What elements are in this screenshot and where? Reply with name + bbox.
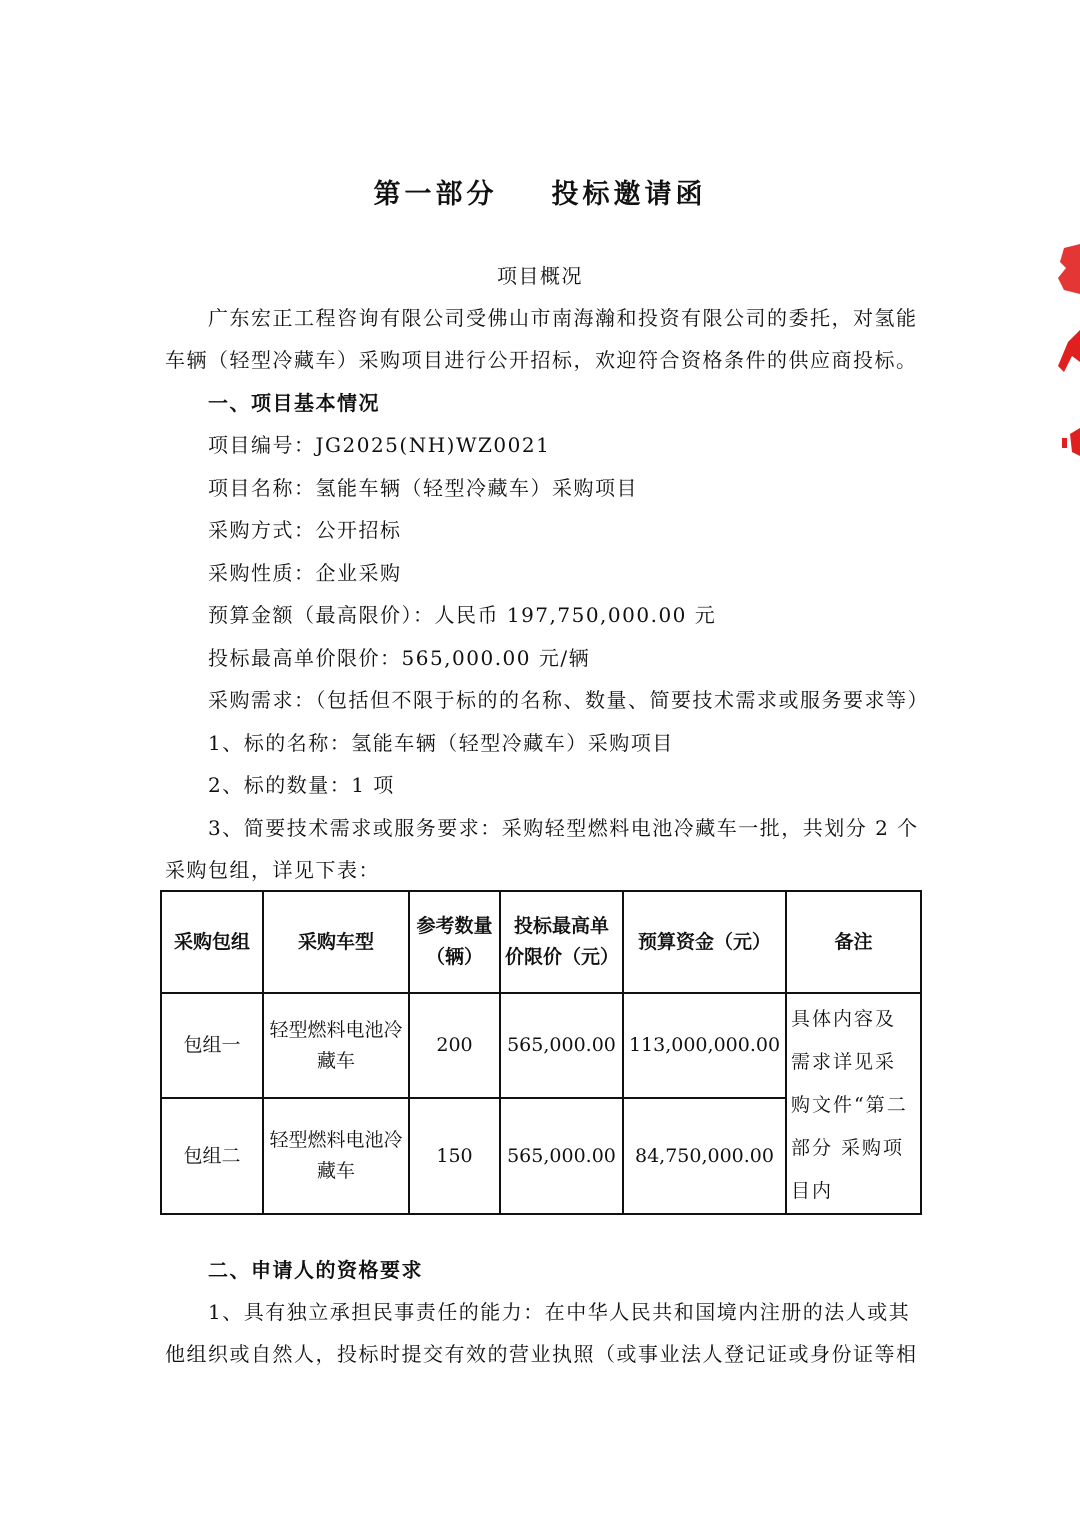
procurement-method: 采购方式：公开招标 <box>208 518 402 542</box>
document-title <box>0 172 1080 211</box>
header-note: 备注 <box>786 891 921 993</box>
qualification-line-1: 1、具有独立承担民事责任的能力：在中华人民共和国境内注册的法人或其 <box>208 1300 911 1324</box>
title-part: 第一部分 <box>373 179 498 210</box>
overview-heading: 项目概况 <box>497 264 583 288</box>
intro-line-2: 车辆（轻型冷藏车）采购项目进行公开招标，欢迎符合资格条件的供应商投标。 <box>165 348 918 372</box>
cell-quantity: 150 <box>409 1098 500 1214</box>
requirement-item-2: 2、标的数量：1 项 <box>208 773 395 797</box>
project-name: 项目名称：氢能车辆（轻型冷藏车）采购项目 <box>208 476 638 500</box>
cell-unit-price: 565,000.00 <box>500 1098 623 1214</box>
header-quantity: 参考数量（辆） <box>409 891 500 993</box>
header-budget: 预算资金（元） <box>623 891 786 993</box>
cell-budget: 113,000,000.00 <box>623 993 786 1098</box>
cell-group: 包组一 <box>161 993 263 1098</box>
unit-price-limit: 投标最高单价限价：565,000.00 元/辆 <box>208 646 591 670</box>
procurement-nature: 采购性质：企业采购 <box>208 561 402 585</box>
header-model: 采购车型 <box>263 891 409 993</box>
budget-amount: 预算金额（最高限价）：人民币 197,750,000.00 元 <box>208 603 717 627</box>
requirement-item-1: 1、标的名称：氢能车辆（轻型冷藏车）采购项目 <box>208 731 674 755</box>
requirement-item-3-line-1: 3、简要技术需求或服务要求：采购轻型燃料电池冷藏车一批，共划分 2 个 <box>208 816 919 840</box>
cell-model: 轻型燃料电池冷藏车 <box>263 993 409 1098</box>
header-group: 采购包组 <box>161 891 263 993</box>
procurement-requirement: 采购需求：（包括但不限于标的的名称、数量、简要技术需求或服务要求等） <box>208 688 929 712</box>
section1-heading: 一、项目基本情况 <box>208 391 380 415</box>
title-name: 投标邀请函 <box>551 179 707 210</box>
project-number: 项目编号：JG2025(NH)WZ0021 <box>208 433 551 457</box>
cell-group: 包组二 <box>161 1098 263 1214</box>
table-row <box>161 993 921 1098</box>
procurement-table <box>160 890 922 1215</box>
table-header-row <box>161 891 921 993</box>
cell-budget: 84,750,000.00 <box>623 1098 786 1214</box>
cell-quantity: 200 <box>409 993 500 1098</box>
cell-unit-price: 565,000.00 <box>500 993 623 1098</box>
red-seal-stamp-edge <box>1050 238 1080 468</box>
qualification-line-2: 他组织或自然人，投标时提交有效的营业执照（或事业法人登记证或身份证等相 <box>165 1342 918 1366</box>
cell-model: 轻型燃料电池冷藏车 <box>263 1098 409 1214</box>
cell-note: 具体内容及需求详见采购文件“第二部分 采购项目内 <box>786 993 921 1214</box>
section2-heading: 二、申请人的资格要求 <box>208 1258 423 1282</box>
requirement-item-3-line-2: 采购包组，详见下表： <box>165 858 380 882</box>
intro-line-1: 广东宏正工程咨询有限公司受佛山市南海瀚和投资有限公司的委托，对氢能 <box>208 306 918 330</box>
header-unit-price: 投标最高单价限价（元） <box>500 891 623 993</box>
